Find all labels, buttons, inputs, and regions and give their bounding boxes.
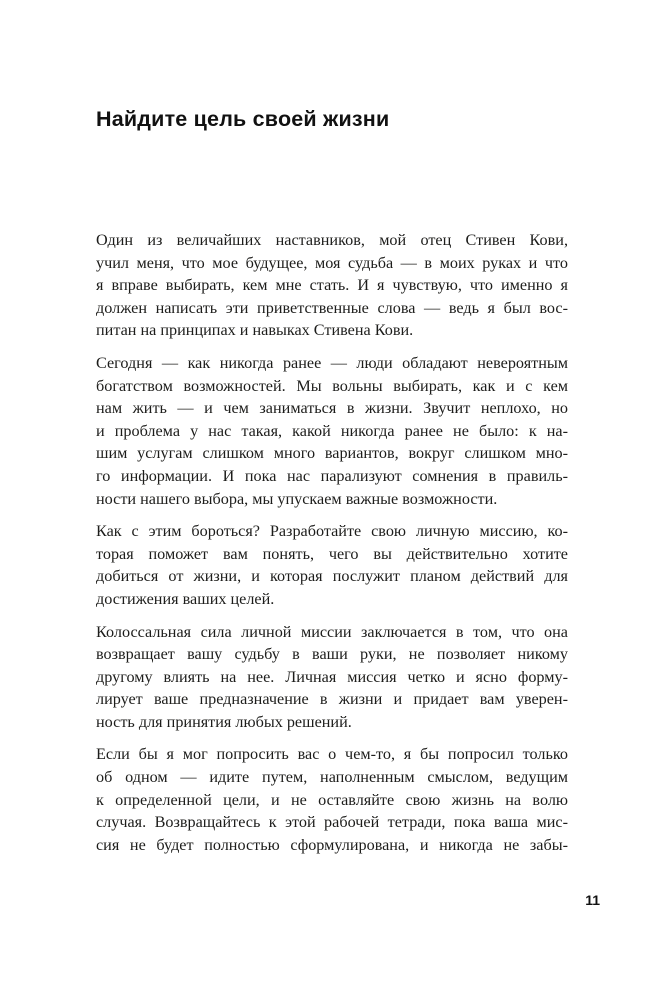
text-line: должен написать эти приветственные слова — ведь я был вос- xyxy=(96,298,568,317)
chapter-title: Найдите цель своей жизни xyxy=(96,107,390,131)
paragraph xyxy=(96,520,568,610)
text-line: ности нашего выбора, мы упускаем важные возможности. xyxy=(96,489,498,508)
text-line: лирует ваше предназначение в жизни и придает вам уверен- xyxy=(96,690,568,709)
text-line: и проблема у нас такая, какой никогда ранее не было: к на- xyxy=(96,421,568,440)
paragraph xyxy=(96,621,568,734)
text-line: богатством возможностей. Мы вольны выбирать, как и с кем xyxy=(96,376,568,395)
page-number: 11 xyxy=(585,892,600,908)
paragraph xyxy=(96,352,568,510)
paragraph xyxy=(96,743,568,856)
text-line: шим услугам слишком много вариантов, вокруг слишком мно- xyxy=(96,444,568,463)
text-line: Сегодня — как никогда ранее — люди обладают невероятным xyxy=(96,353,568,372)
text-line: я вправе выбирать, кем мне стать. И я чувствую, что именно я xyxy=(96,276,568,295)
text-line: об одном — идите путем, наполненным смыслом, ведущим xyxy=(96,768,568,787)
text-line: возвращает вашу судьбу в ваши руки, не позволяет никому xyxy=(96,645,568,664)
text-line: го информации. И пока нас парализуют сомнения в правиль- xyxy=(96,466,568,485)
text-line: Один из величайших наставников, мой отец Стивен Кови, xyxy=(96,231,568,249)
paragraph xyxy=(96,229,568,342)
text-line: сия не будет полностью сформулирована, и никогда не забы- xyxy=(96,835,568,854)
text-line: случая. Возвращайтесь к этой рабочей тетради, пока ваша мис- xyxy=(96,813,568,832)
text-line: достижения ваших целей. xyxy=(96,589,275,608)
text-line: добиться от жизни, и которая послужит планом действий для xyxy=(96,567,568,586)
text-line: ность для принятия любых решений. xyxy=(96,712,352,731)
text-line: учил меня, что мое будущее, моя судьба — в моих руках и что xyxy=(96,253,568,272)
text-line: к определенной цели, и не оставляйте свою жизнь на волю xyxy=(96,790,568,809)
text-line: другому влиять на нее. Личная миссия четко и ясно форму- xyxy=(96,667,568,686)
text-line: нам жить — и чем заниматься в жизни. Звучит неплохо, но xyxy=(96,399,568,418)
text-line: Колоссальная сила личной миссии заключается в том, что она xyxy=(96,622,568,641)
text-line: Если бы я мог попросить вас о чем-то, я бы попросил только xyxy=(96,745,568,764)
body-text xyxy=(96,229,568,866)
text-line: Как с этим бороться? Разработайте свою личную миссию, ко- xyxy=(96,522,568,541)
text-line: питан на принципах и навыках Стивена Кови. xyxy=(96,321,414,340)
text-line: торая поможет вам понять, чего вы действительно хотите xyxy=(96,544,568,563)
